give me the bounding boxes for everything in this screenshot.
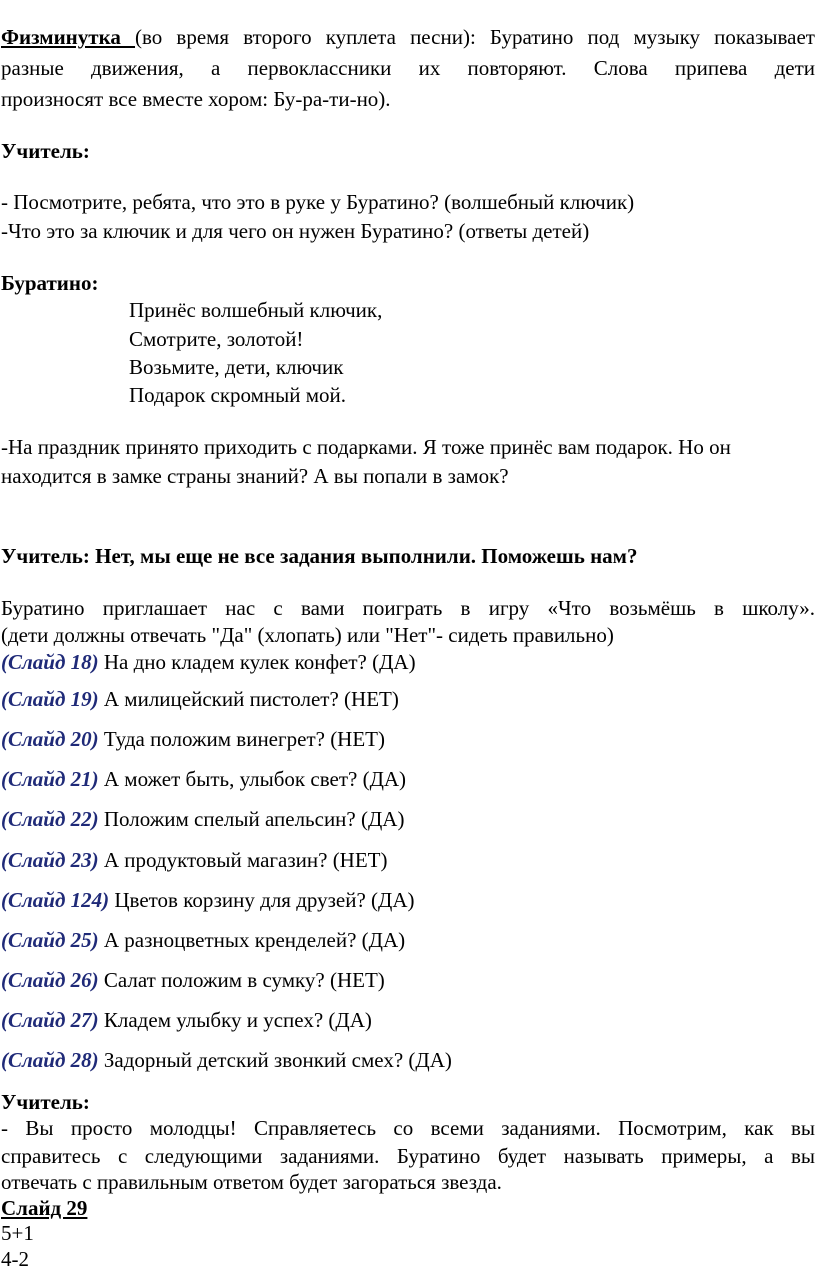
fizminutka-label: Физминутка	[1, 25, 136, 49]
slide-item: (Слайд 18) На дно кладем кулек конфет? (ДА)	[1, 650, 416, 674]
intro-line-2: разные движения, а первоклассники их повторяют. Слова припева дети	[1, 56, 815, 80]
slide-item: (Слайд 22) Положим спелый апельсин? (ДА)	[1, 807, 405, 831]
slide-item: (Слайд 124) Цветов корзину для друзей? (ДА)	[1, 888, 415, 912]
buratino-speech-2: находится в замке страны знаний? А вы попали в замок?	[1, 464, 509, 488]
slide-item: (Слайд 20) Туда положим винегрет? (НЕТ)	[1, 727, 385, 751]
poem-line-4: Подарок скромный мой.	[129, 383, 347, 407]
buratino-heading: Буратино:	[1, 271, 99, 295]
slide-item: (Слайд 19) А милицейский пистолет? (НЕТ)	[1, 687, 399, 711]
teacher-heading-1: Учитель:	[1, 139, 90, 163]
slide-item: (Слайд 28) Задорный детский звонкий смех? (ДА)	[1, 1048, 452, 1072]
example-2: 4-2	[1, 1247, 29, 1271]
example-1: 5+1	[1, 1221, 34, 1245]
poem-line-3: Возьмите, дети, ключик	[129, 355, 344, 379]
slide-item: (Слайд 25) А разноцветных кренделей? (ДА)	[1, 928, 406, 952]
intro-line-3: произносят все вместе хором: Бу-ра-ти-но).	[1, 87, 391, 111]
game-line-1: Буратино приглашает нас с вами поиграть в игру «Что возьмёшь в школу».	[1, 596, 815, 620]
buratino-speech-1: -На праздник принято приходить с подарками. Я тоже принёс вам подарок. Но он	[1, 435, 731, 459]
slide-item: (Слайд 21) А может быть, улыбок свет? (ДА)	[1, 767, 407, 791]
teacher-line-2: Учитель: Нет, мы еще не все задания выполнили. Поможешь нам?	[1, 544, 638, 568]
slide-29-heading: Слайд 29	[1, 1196, 88, 1220]
poem-line-1: Принёс волшебный ключик,	[129, 298, 383, 322]
teacher-speech-2: справитесь с следующими заданиями. Буратино будет называть примеры, а вы	[1, 1144, 815, 1168]
teacher-question-2: -Что это за ключик и для чего он нужен Буратино? (ответы детей)	[1, 219, 590, 243]
teacher-speech-1: - Вы просто молодцы! Справляетесь со всеми заданиями. Посмотрим, как вы	[1, 1116, 815, 1140]
teacher-speech-3: отвечать с правильным ответом будет загораться звезда.	[1, 1170, 502, 1194]
teacher-question-1: - Посмотрите, ребята, что это в руке у Буратино? (волшебный ключик)	[1, 190, 635, 214]
teacher-heading-3: Учитель:	[1, 1090, 90, 1114]
game-line-2: (дети должны отвечать "Да" (хлопать) или "Нет"- сидеть правильно)	[1, 623, 614, 647]
poem-line-2: Смотрите, золотой!	[129, 327, 304, 351]
slide-item: (Слайд 23) А продуктовый магазин? (НЕТ)	[1, 848, 388, 872]
intro-line-1: Физминутка (во время второго куплета песни): Буратино под музыку показывает	[1, 25, 815, 49]
slide-item: (Слайд 27) Кладем улыбку и успех? (ДА)	[1, 1008, 372, 1032]
slide-item: (Слайд 26) Салат положим в сумку? (НЕТ)	[1, 968, 385, 992]
